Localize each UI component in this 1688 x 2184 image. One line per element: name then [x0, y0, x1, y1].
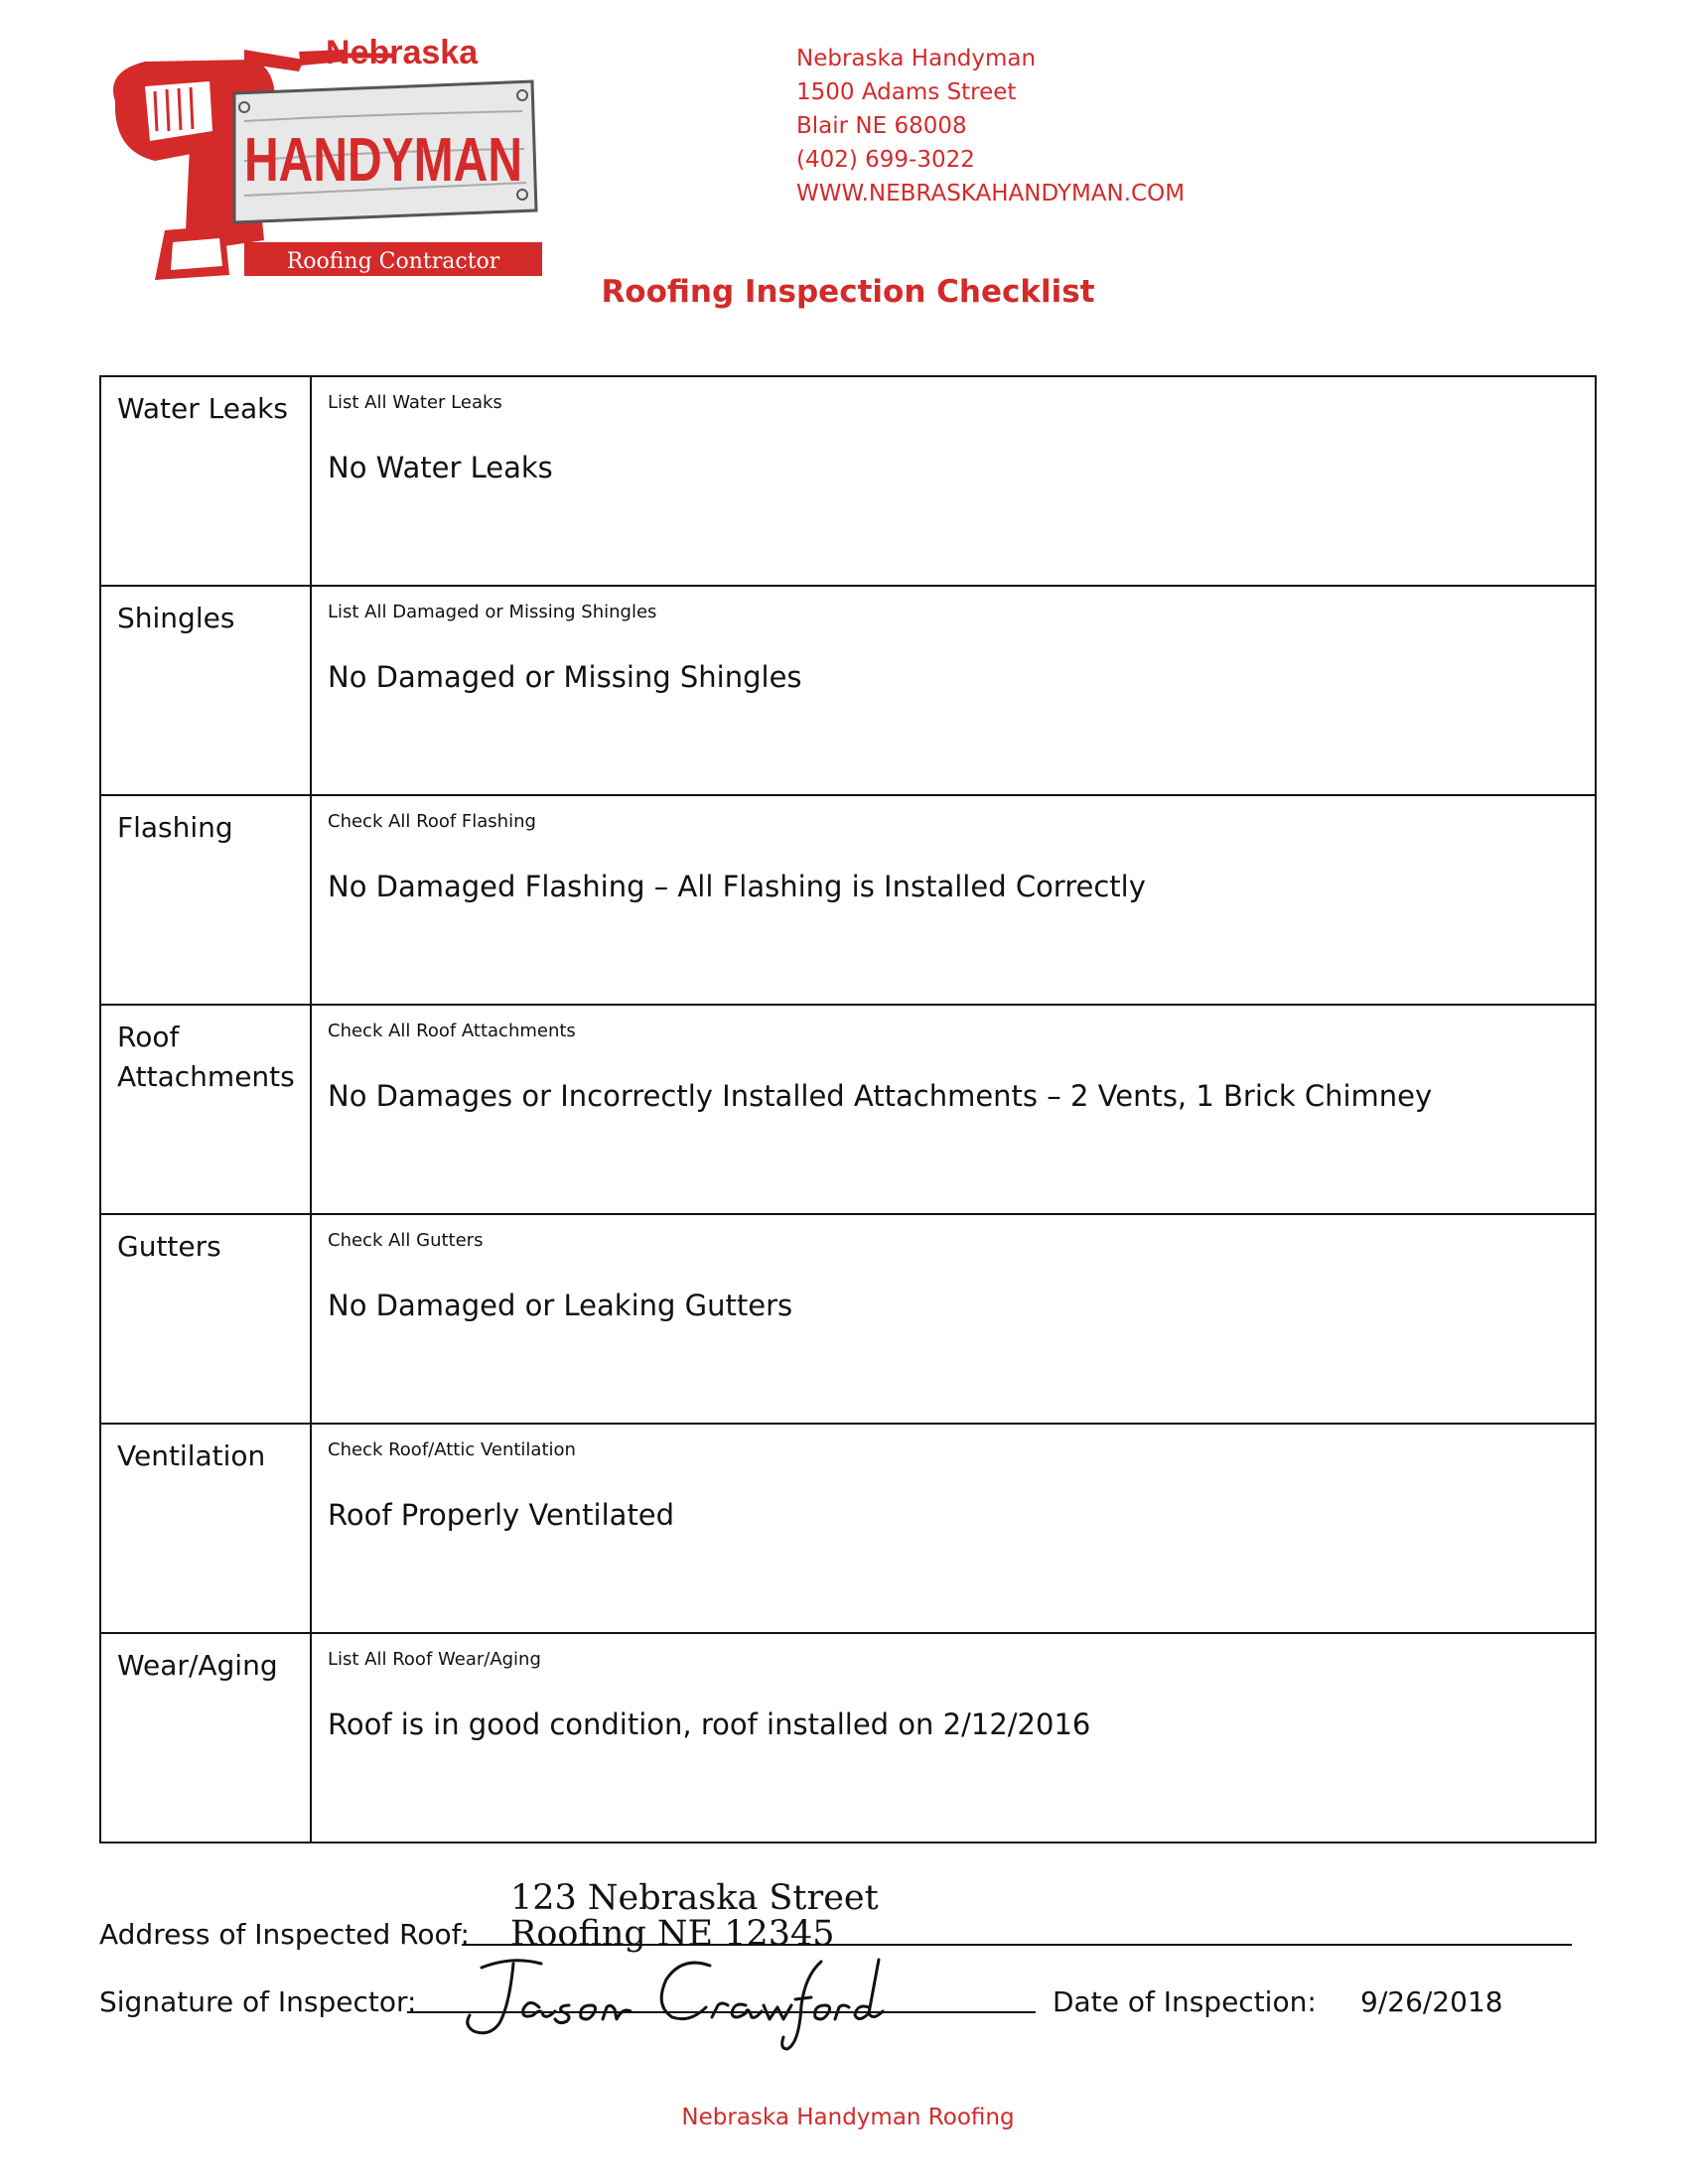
entry-prompt: List All Damaged or Missing Shingles: [328, 602, 657, 622]
entry-cell: [312, 1425, 1595, 1632]
category-label: Roof Attachments: [101, 1006, 312, 1213]
signature-label: Signature of Inspector:: [99, 1985, 417, 2018]
entry-prompt: List All Water Leaks: [328, 392, 502, 413]
logo-top-text: Nebraska: [326, 34, 479, 71]
entry-cell: [312, 1634, 1595, 1842]
date-value: 9/26/2018: [1360, 1985, 1503, 2018]
checklist-row: [101, 1004, 1595, 1213]
entry-cell: [312, 1006, 1595, 1213]
category-label: Ventilation: [101, 1425, 312, 1632]
entry-prompt: Check All Gutters: [328, 1230, 484, 1251]
entry-answer: Roof is in good condition, roof installed on 2/12/2016: [328, 1707, 1091, 1741]
category-label: Flashing: [101, 796, 312, 1004]
address-line2: Roofing NE 12345: [510, 1914, 835, 1954]
company-city: Blair NE 68008: [796, 113, 967, 139]
logo-banner-text: Roofing Contractor: [286, 249, 500, 274]
entry-answer: Roof Properly Ventilated: [328, 1498, 675, 1532]
checklist-row: [101, 1423, 1595, 1632]
entry-answer: No Water Leaks: [328, 451, 553, 484]
page-footer: Nebraska Handyman Roofing: [681, 2105, 1015, 2130]
entry-prompt: Check All Roof Attachments: [328, 1021, 576, 1041]
category-label: Shingles: [101, 587, 312, 794]
entry-prompt: Check All Roof Flashing: [328, 811, 536, 832]
checklist-row: [101, 585, 1595, 794]
checklist-row: [101, 1213, 1595, 1423]
company-street: 1500 Adams Street: [796, 79, 1017, 105]
company-address: [796, 42, 1185, 210]
handwritten-signature: [452, 1946, 909, 2055]
company-name: Nebraska Handyman: [796, 46, 1037, 71]
company-logo: [95, 32, 542, 290]
page-title: Roofing Inspection Checklist: [601, 274, 1095, 310]
checklist-row: [101, 794, 1595, 1004]
entry-prompt: List All Roof Wear/Aging: [328, 1649, 541, 1670]
category-label: Water Leaks: [101, 377, 312, 585]
category-label: Wear/Aging: [101, 1634, 312, 1842]
category-label: Gutters: [101, 1215, 312, 1423]
entry-cell: [312, 377, 1595, 585]
entry-answer: No Damaged or Missing Shingles: [328, 660, 802, 694]
date-label: Date of Inspection:: [1053, 1985, 1317, 2018]
checklist-row: [101, 377, 1595, 585]
entry-cell: [312, 1215, 1595, 1423]
inspection-checklist: [99, 375, 1597, 1843]
company-phone: (402) 699-3022: [796, 147, 975, 173]
entry-answer: No Damaged or Leaking Gutters: [328, 1289, 793, 1322]
entry-answer: No Damages or Incorrectly Installed Attachments – 2 Vents, 1 Brick Chimney: [328, 1079, 1433, 1113]
entry-prompt: Check Roof/Attic Ventilation: [328, 1439, 576, 1460]
checklist-row: [101, 1632, 1595, 1842]
entry-answer: No Damaged Flashing – All Flashing is Installed Correctly: [328, 870, 1146, 903]
address-line1: 123 Nebraska Street: [510, 1878, 879, 1918]
entry-cell: [312, 796, 1595, 1004]
logo-main-text: HANDYMAN: [244, 126, 522, 195]
address-label: Address of Inspected Roof:: [99, 1918, 470, 1951]
company-website: WWW.NEBRASKAHANDYMAN.COM: [796, 181, 1186, 206]
entry-cell: [312, 587, 1595, 794]
